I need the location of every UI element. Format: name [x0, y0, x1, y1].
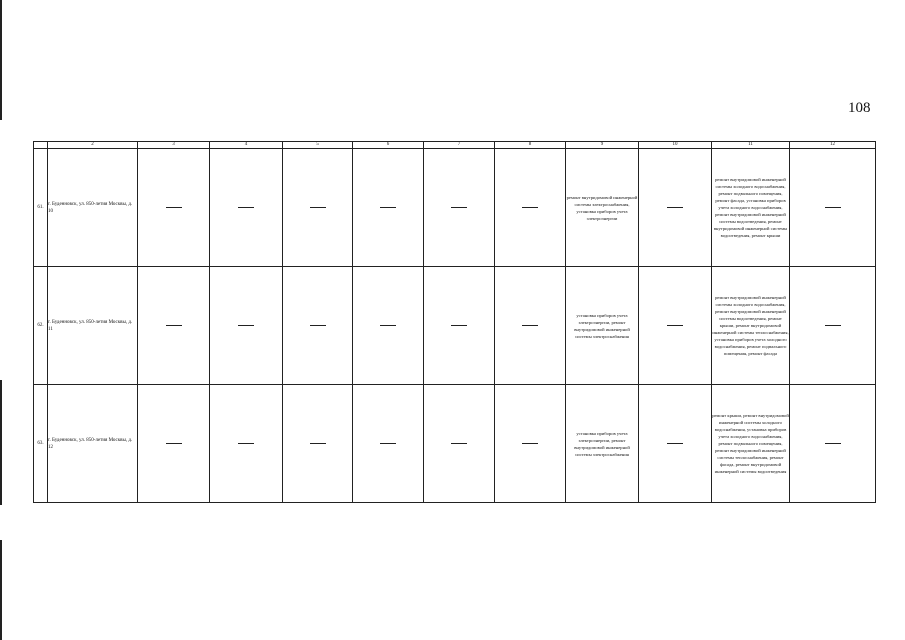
dash-mark: [310, 207, 326, 208]
row-index: 61.: [34, 149, 48, 267]
empty-cell: [495, 385, 566, 503]
row-address: г. Буденновск, ул. 850-летия Москвы, д. 10: [48, 149, 138, 267]
column-number-row: [34, 142, 876, 149]
column-header: 4: [210, 142, 283, 149]
electrical-works-cell: установка приборов учета электроэнергии, ремонт внутридомовой инженерной системы электроснабжения: [566, 267, 639, 385]
empty-cell: [639, 267, 712, 385]
empty-cell: [210, 267, 283, 385]
dash-mark: [166, 325, 182, 326]
dash-mark: [522, 325, 538, 326]
column-header: 6: [353, 142, 424, 149]
row-index: 63.: [34, 385, 48, 503]
page-number: 108: [848, 100, 871, 116]
table-row: [34, 385, 876, 503]
empty-cell: [639, 149, 712, 267]
electrical-works-cell: установка приборов учета электроэнергии, ремонт внутридомовой инженерной системы электроснабжения: [566, 385, 639, 503]
dash-mark: [667, 443, 683, 444]
column-header: 3: [138, 142, 210, 149]
dash-mark: [451, 207, 467, 208]
works-table: [33, 141, 876, 503]
dash-mark: [380, 443, 396, 444]
empty-cell: [639, 385, 712, 503]
empty-cell: [353, 385, 424, 503]
row-address: г. Буденновск, ул. 850-летия Москвы, д. 11: [48, 267, 138, 385]
dash-mark: [238, 443, 254, 444]
column-header: 2: [48, 142, 138, 149]
dash-mark: [667, 207, 683, 208]
empty-cell: [790, 267, 876, 385]
table-row: [34, 267, 876, 385]
empty-cell: [424, 385, 495, 503]
empty-cell: [353, 267, 424, 385]
row-index: 62.: [34, 267, 48, 385]
scan-edge-left-bottom: [0, 540, 2, 640]
column-header: 12: [790, 142, 876, 149]
dash-mark: [380, 325, 396, 326]
dash-mark: [451, 443, 467, 444]
empty-cell: [210, 149, 283, 267]
empty-cell: [210, 385, 283, 503]
scan-edge-left-lower: [0, 380, 2, 505]
dash-mark: [310, 325, 326, 326]
column-header: 9: [566, 142, 639, 149]
empty-cell: [353, 149, 424, 267]
empty-cell: [790, 385, 876, 503]
row-address: г. Буденновск, ул. 850-летия Москвы, д. 12: [48, 385, 138, 503]
scan-edge-left: [0, 0, 2, 120]
dash-mark: [166, 207, 182, 208]
column-header: 10: [639, 142, 712, 149]
empty-cell: [138, 267, 210, 385]
dash-mark: [238, 207, 254, 208]
dash-mark: [238, 325, 254, 326]
column-header: 11: [712, 142, 790, 149]
dash-mark: [522, 207, 538, 208]
empty-cell: [790, 149, 876, 267]
column-header: 5: [283, 142, 353, 149]
building-works-cell: ремонт внутридомовой инженерной системы холодного водоснабжения, ремонт внутридомовой инженерной системы водоотведения, ремонт крыши, ремонт внутридомовой инженерной системы теплоснабжения, установка приборов учета холодного водоснабжения, ремонт подвального помещения, ремонт фасада: [712, 267, 790, 385]
column-header: [34, 142, 48, 149]
empty-cell: [424, 149, 495, 267]
empty-cell: [424, 267, 495, 385]
empty-cell: [283, 385, 353, 503]
empty-cell: [283, 267, 353, 385]
column-header: 7: [424, 142, 495, 149]
table-row: [34, 149, 876, 267]
dash-mark: [667, 325, 683, 326]
empty-cell: [138, 385, 210, 503]
dash-mark: [451, 325, 467, 326]
empty-cell: [283, 149, 353, 267]
electrical-works-cell: ремонт внутридомовой инженерной системы электроснабжения, установка приборов учета электроэнергии: [566, 149, 639, 267]
dash-mark: [825, 207, 841, 208]
building-works-cell: ремонт внутридомовой инженерной системы холодного водоснабжения, ремонт подвального помещения, ремонт фасада, установка приборов учета холодного водоснабжения, ремонт внутридомовой инженерной системы водоотведения, ремонт внутридомовой инженерной системы водоотведения, ремонт крыши: [712, 149, 790, 267]
dash-mark: [825, 443, 841, 444]
dash-mark: [380, 207, 396, 208]
empty-cell: [138, 149, 210, 267]
empty-cell: [495, 267, 566, 385]
dash-mark: [166, 443, 182, 444]
dash-mark: [825, 325, 841, 326]
dash-mark: [522, 443, 538, 444]
column-header: 8: [495, 142, 566, 149]
empty-cell: [495, 149, 566, 267]
building-works-cell: ремонт крыши, ремонт внутридомовой инженерной системы холодного водоснабжения, установка приборов учета холодного водоснабжения, ремонт подвального помещения, ремонт внутридомовой инженерной системы теплоснабжения, ремонт фасада, ремонт внутридомовой инженерной системы водоотведения: [712, 385, 790, 503]
dash-mark: [310, 443, 326, 444]
